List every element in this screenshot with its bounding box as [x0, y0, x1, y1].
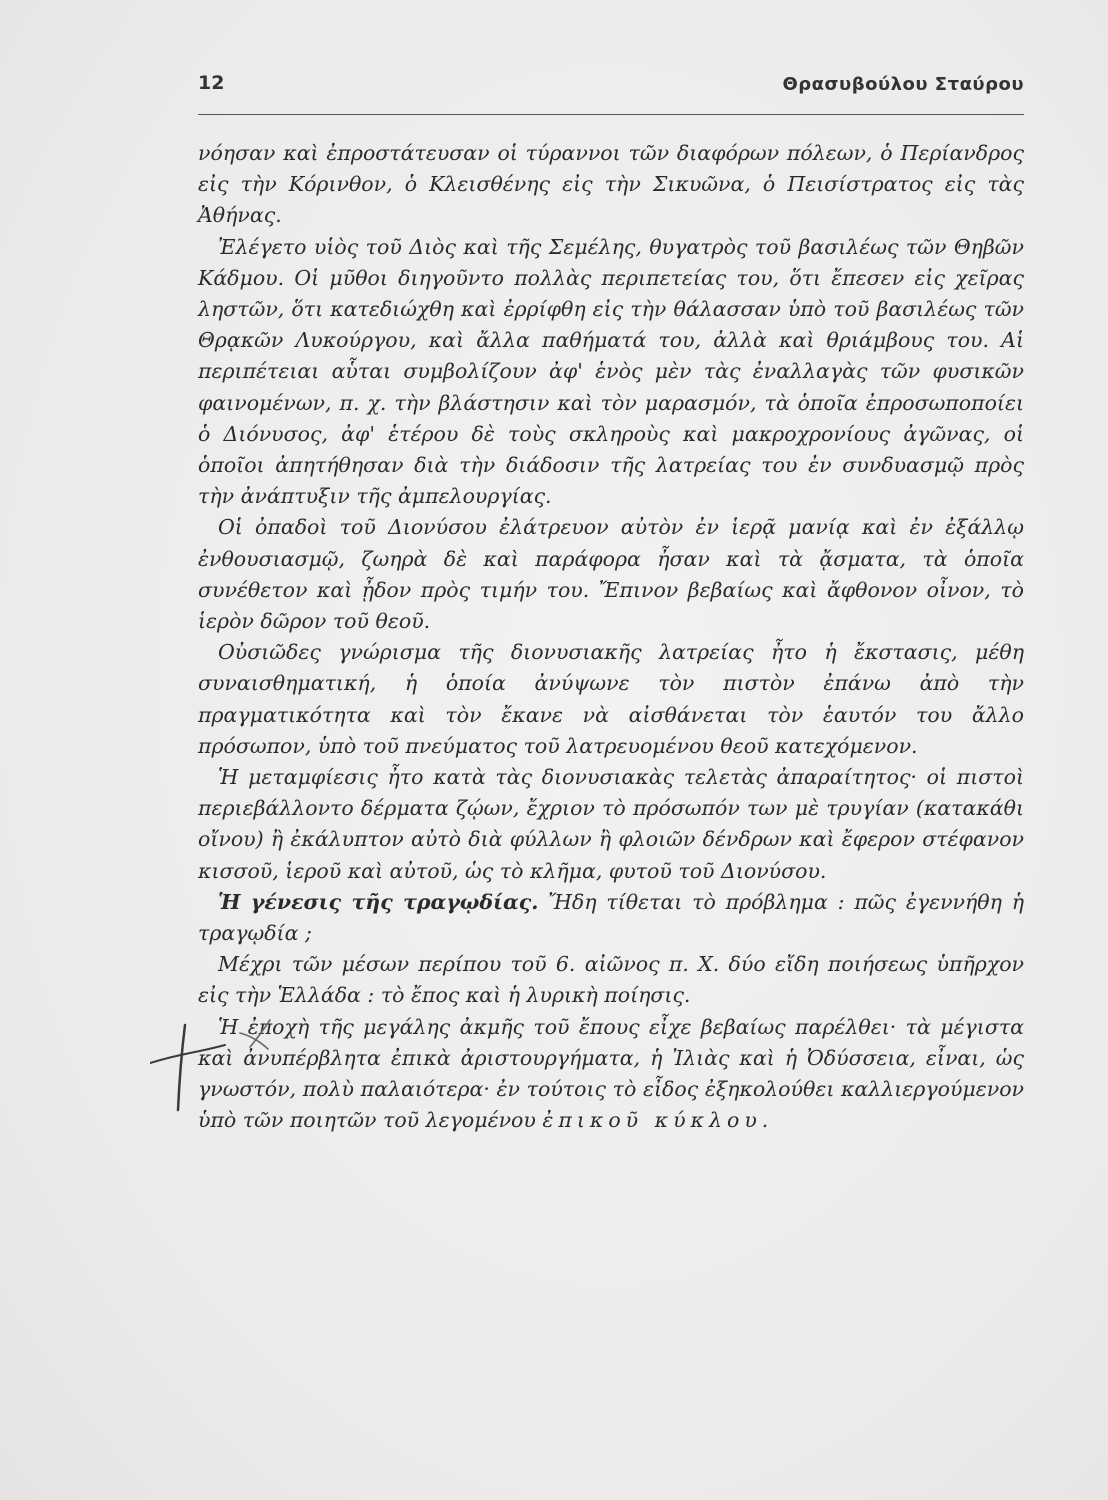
- running-head: Θρασυβούλου Σταύρου: [782, 74, 1024, 95]
- paragraph-4: Οὐσιῶδες γνώρισμα τῆς διονυσιακῆς λατρείας ἦτο ἡ ἔκστασις, μέθη συναισθηματική, ἡ ὁποία ἀνύψωνε τὸν πιστὸν ἐπάνω ἀπὸ τὴν πραγματικότητα καὶ τὸν ἔκανε νὰ αἰσθάνεται τὸν ἑαυτόν του ἄλλο πρόσωπον, ὑπὸ τοῦ πνεύματος τοῦ λατρευομένου θεοῦ κατεχόμενον.: [198, 640, 1024, 758]
- paragraph-1: νόησαν καὶ ἐπροστάτευσαν οἱ τύραννοι τῶν διαφόρων πόλεων, ὁ Περίανδρος εἰς τὴν Κόρινθον, ὁ Κλεισθένης εἰς τὴν Σικυῶνα, ὁ Πεισίστρατος εἰς τὰς Ἀθήνας.: [198, 141, 1024, 228]
- paragraph-8: [198, 1012, 1024, 1137]
- paragraph-6: [198, 887, 1024, 949]
- paragraph-6-text: Ἤδη τίθεται τὸ πρόβλημα : πῶς ἐγεννήθη ἡ τραγῳδία ;: [198, 889, 1024, 946]
- body-text: [198, 138, 1024, 1137]
- paragraph-5: Ἡ μεταμφίεσις ἦτο κατὰ τὰς διονυσιακὰς τελετὰς ἀπαραίτητος· οἱ πιστοὶ περιεβάλλοντο δέρματα ζῴων, ἔχριον τὸ πρόσωπόν των μὲ τρυγίαν (κατακάθι οἴνου) ἢ ἐκάλυπτον αὐτὸ διὰ φύλλων ἢ φλοιῶν δένδρων καὶ ἔφερον στέφανον κισσοῦ, ἱεροῦ καὶ αὐτοῦ, ὡς τὸ κλῆμα, φυτοῦ τοῦ Διονύσου.: [198, 765, 1024, 883]
- page-header: [198, 72, 1024, 112]
- handwritten-cross-mark: [150, 1015, 300, 1115]
- page-number: 12: [198, 72, 225, 94]
- paragraph-2: Ἐλέγετο υἱὸς τοῦ Διὸς καὶ τῆς Σεμέλης, θυγατρὸς τοῦ βασιλέως τῶν Θηβῶν Κάδμου. Οἱ μῦθοι διηγοῦντο πολλὰς περιπετείας του, ὅτι ἔπεσεν εἰς χεῖρας ληστῶν, ὅτι κατεδιώχθη καὶ ἐρρίφθη εἰς τὴν θάλασσαν ὑπὸ τοῦ βασιλέως τῶν Θρᾳκῶν Λυκούργου, καὶ ἄλλα παθήματά του, ἀλλὰ καὶ θριάμβους του. Αἱ περιπέτειαι αὗται συμβολίζουν ἀφ' ἑνὸς μὲν τὰς ἐναλλαγὰς τῶν φυσικῶν φαινομένων, π. χ. τὴν βλάστησιν καὶ τὸν μαρασμόν, τὰ ὁποῖα ἐπροσωποποίει ὁ Διόνυσος, ἀφ' ἑτέρου δὲ τοὺς σκληροὺς καὶ μακροχρονίους ἀγῶνας, οἱ ὁποῖοι ἀπητήθησαν διὰ τὴν διάδοσιν τῆς λατρείας του ἐν συνδυασμῷ πρὸς τὴν ἀνάπτυξιν τῆς ἀμπελουργίας.: [198, 234, 1024, 509]
- paragraph-7: Μέχρι τῶν μέσων περίπου τοῦ 6. αἰῶνος π. Χ. δύο εἴδη ποιήσεως ὑπῆρχον εἰς τὴν Ἑλλάδα : τὸ ἔπος καὶ ἡ λυρικὴ ποίησις.: [198, 952, 1024, 1008]
- paragraph-8-text: Ἡ ἐποχὴ τῆς μεγάλης ἀκμῆς τοῦ ἔπους εἶχε βεβαίως παρέλθει· τὰ μέγιστα καὶ ἀνυπέρβλητα ἐπικὰ ἀριστουργήματα, ἡ Ἰλιὰς καὶ ἡ Ὀδύσσεια, εἶναι, ὡς γνωστόν, πολὺ παλαιότερα· ἐν τούτοις τὸ εἶδος ἐξηκολούθει καλλιεργούμενον ὑπὸ τῶν ποιητῶν τοῦ λεγομένου: [198, 1014, 1024, 1133]
- spaced-term: ἐπικοῦ κύκλου.: [542, 1108, 774, 1133]
- section-heading: Ἡ γένεσις τῆς τραγῳδίας.: [218, 889, 539, 914]
- header-rule: [198, 114, 1024, 115]
- paragraph-3: Οἱ ὀπαδοὶ τοῦ Διονύσου ἐλάτρευον αὐτὸν ἐν ἱερᾷ μανίᾳ καὶ ἐν ἐξάλλῳ ἐνθουσιασμῷ, ζωηρὰ δὲ καὶ παράφορα ἦσαν καὶ τὰ ᾄσματα, τὰ ὁποῖα συνέθετον καὶ ᾖδον πρὸς τιμήν του. Ἔπινον βεβαίως καὶ ἄφθονον οἶνον, τὸ ἱερὸν δῶρον τοῦ θεοῦ.: [198, 515, 1024, 634]
